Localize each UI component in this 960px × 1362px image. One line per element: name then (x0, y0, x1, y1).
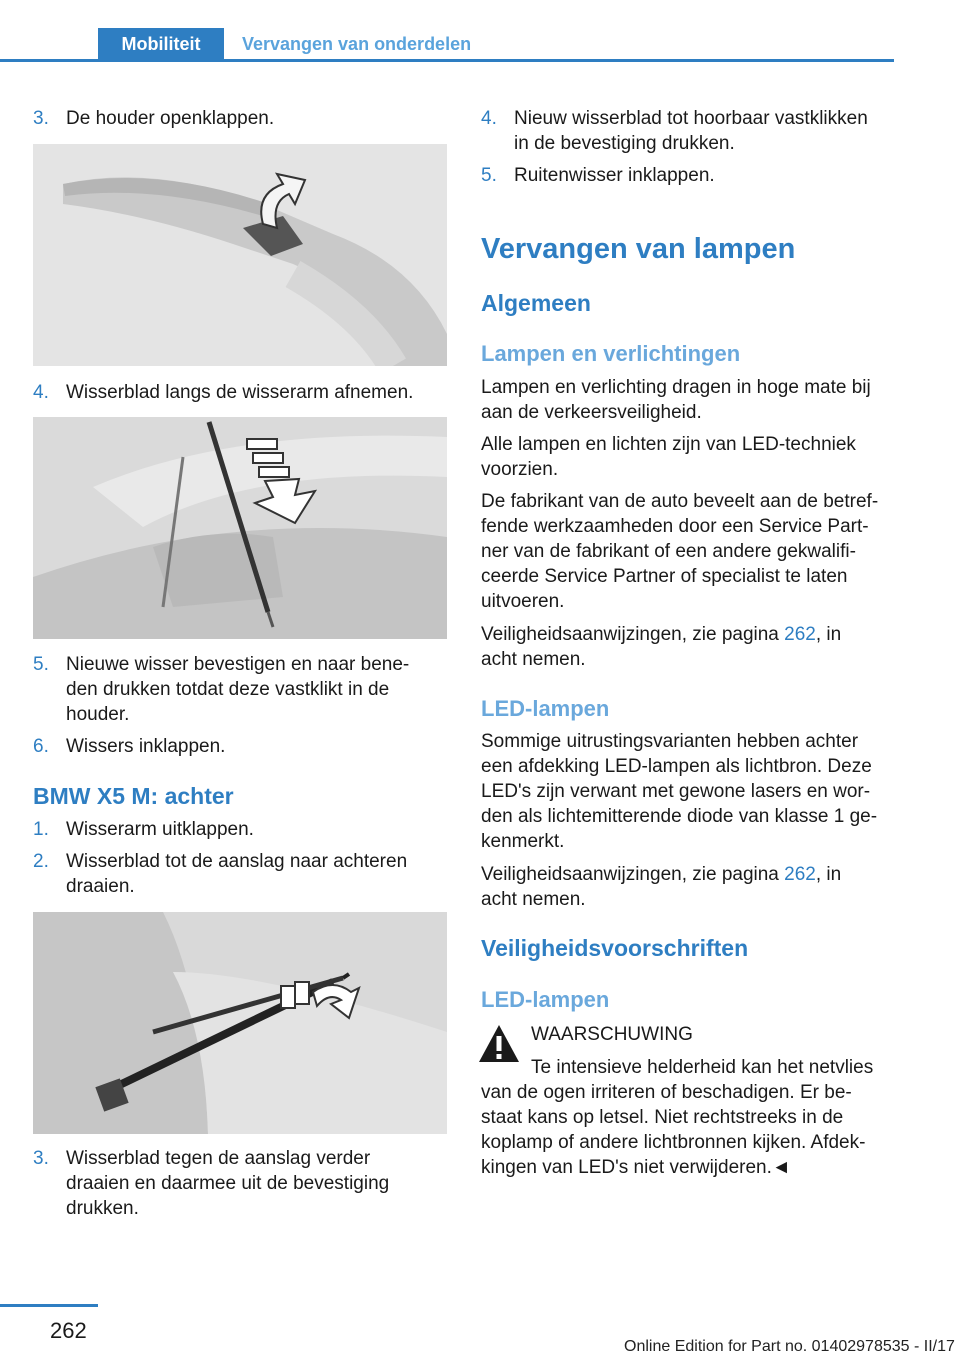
step-text-line: in de bevestiging drukken. (514, 133, 735, 154)
warning-text (481, 1080, 895, 1180)
paragraph-line: acht nemen. (481, 889, 586, 910)
step-text: Wisserarm uitklappen. (66, 819, 254, 840)
section-tab[interactable]: Mobiliteit (98, 28, 224, 62)
warning-title: WAARSCHUWING (531, 1024, 693, 1045)
step-text-line: houder. (66, 704, 130, 725)
paragraph-line: kenmerkt. (481, 831, 565, 852)
step-text-line: draaien. (66, 876, 135, 897)
paragraph-line: fende werkzaamheden door een Service Part- (481, 516, 869, 537)
step-number: 5. (481, 165, 497, 186)
paragraph-line: LED's zijn verwant met gewone lasers en wor- (481, 781, 871, 802)
topic-heading: LED-lampen (481, 696, 610, 721)
step-text: Ruitenwisser inklappen. (514, 165, 715, 186)
paragraph-text: Veiligheidsaanwijzingen, zie pagina (481, 864, 785, 885)
step-text-line: den drukken totdat deze vastklikt in de (66, 679, 390, 700)
paragraph (481, 375, 895, 425)
paragraph-line: ceerde Service Partner of specialist te laten (481, 566, 848, 587)
paragraph-text: , in (815, 864, 842, 885)
paragraph (481, 432, 895, 482)
paragraph-line: Lampen en verlichting dragen in hoge mate bij (481, 377, 871, 398)
paragraph-line: Alle lampen en lichten zijn van LED-techniek (481, 434, 856, 455)
paragraph-line (481, 622, 895, 647)
paragraph-line: kingen van LED's niet verwijderen.◄ (481, 1157, 791, 1178)
step-number: 4. (33, 382, 49, 403)
step-text-line: drukken. (66, 1198, 139, 1219)
paragraph-line: aan de verkeersveiligheid. (481, 402, 702, 423)
paragraph-line: den als lichtemitterende diode van klasse 1 ge- (481, 806, 878, 827)
paragraph-line: staat kans op letsel. Niet rechtstreeks in de (481, 1107, 844, 1128)
warning-icon (478, 1022, 520, 1066)
windshield-wiper-illustration (33, 417, 447, 639)
topic-heading: LED-lampen (481, 987, 610, 1012)
paragraph-line: Sommige uitrustingsvarianten hebben achter (481, 731, 859, 752)
paragraph-line: uitvoeren. (481, 591, 565, 612)
step-text: Wissers inklappen. (66, 736, 226, 757)
paragraph-line: De fabrikant van de auto beveelt aan de betref- (481, 491, 879, 512)
step-number: 4. (481, 108, 497, 129)
paragraph (481, 729, 895, 854)
step-text-line: draaien en daarmee uit de bevestiging (66, 1173, 390, 1194)
paragraph-line: van de ogen irriteren of beschadigen. Er be- (481, 1082, 852, 1103)
page-number: 262 (50, 1318, 87, 1343)
paragraph-text: , in (815, 624, 842, 645)
wiper-holder-illustration (33, 144, 447, 366)
edition-note: Online Edition for Part no. 01402978535 - II/17 (624, 1338, 955, 1355)
topic-heading: Lampen en verlichtingen (481, 341, 741, 366)
paragraph-text: Veiligheidsaanwijzingen, zie pagina (481, 624, 785, 645)
step-number: 5. (33, 654, 49, 675)
section-heading: Vervangen van lampen (481, 233, 796, 265)
paragraph (481, 862, 895, 912)
paragraph-line: voorzien. (481, 459, 559, 480)
paragraph-line: acht nemen. (481, 649, 586, 670)
paragraph (481, 622, 895, 672)
page-header (0, 28, 894, 62)
step-number: 3. (33, 108, 49, 129)
step-text-line: Nieuw wisserblad tot hoorbaar vastklikken (514, 108, 868, 129)
step-text-line: Wisserblad tot de aanslag naar achteren (66, 851, 408, 872)
step-text: Wisserblad langs de wisserarm afnemen. (66, 382, 414, 403)
paragraph-line: ner van de fabrikant of een andere gekwalifi- (481, 541, 856, 562)
step-text-line: Nieuwe wisser bevestigen en naar bene- (66, 654, 410, 675)
subsection-heading: Algemeen (481, 290, 591, 316)
subsection-heading: Veiligheidsvoorschriften (481, 935, 749, 961)
footer-rule (0, 1304, 98, 1307)
paragraph-line: een afdekking LED-lampen als lichtbron. Deze (481, 756, 872, 777)
paragraph-line: koplamp of andere lichtbronnen kijken. Afdek- (481, 1132, 866, 1153)
step-text: De houder openklappen. (66, 108, 275, 129)
step-number: 2. (33, 851, 49, 872)
rear-wiper-illustration (33, 912, 447, 1134)
step-number: 3. (33, 1148, 49, 1169)
page-link[interactable]: 262 (784, 864, 816, 885)
warning-first-line: Te intensieve helderheid kan het netvlies (531, 1057, 874, 1078)
step-number: 6. (33, 736, 49, 757)
paragraph (481, 489, 895, 614)
step-number: 1. (33, 819, 49, 840)
page-link[interactable]: 262 (784, 624, 816, 645)
breadcrumb[interactable]: Vervangen van onderdelen (242, 34, 472, 54)
paragraph-line (481, 862, 895, 887)
step-text-line: Wisserblad tegen de aanslag verder (66, 1148, 371, 1169)
rear-wiper-heading: BMW X5 M: achter (33, 783, 234, 809)
